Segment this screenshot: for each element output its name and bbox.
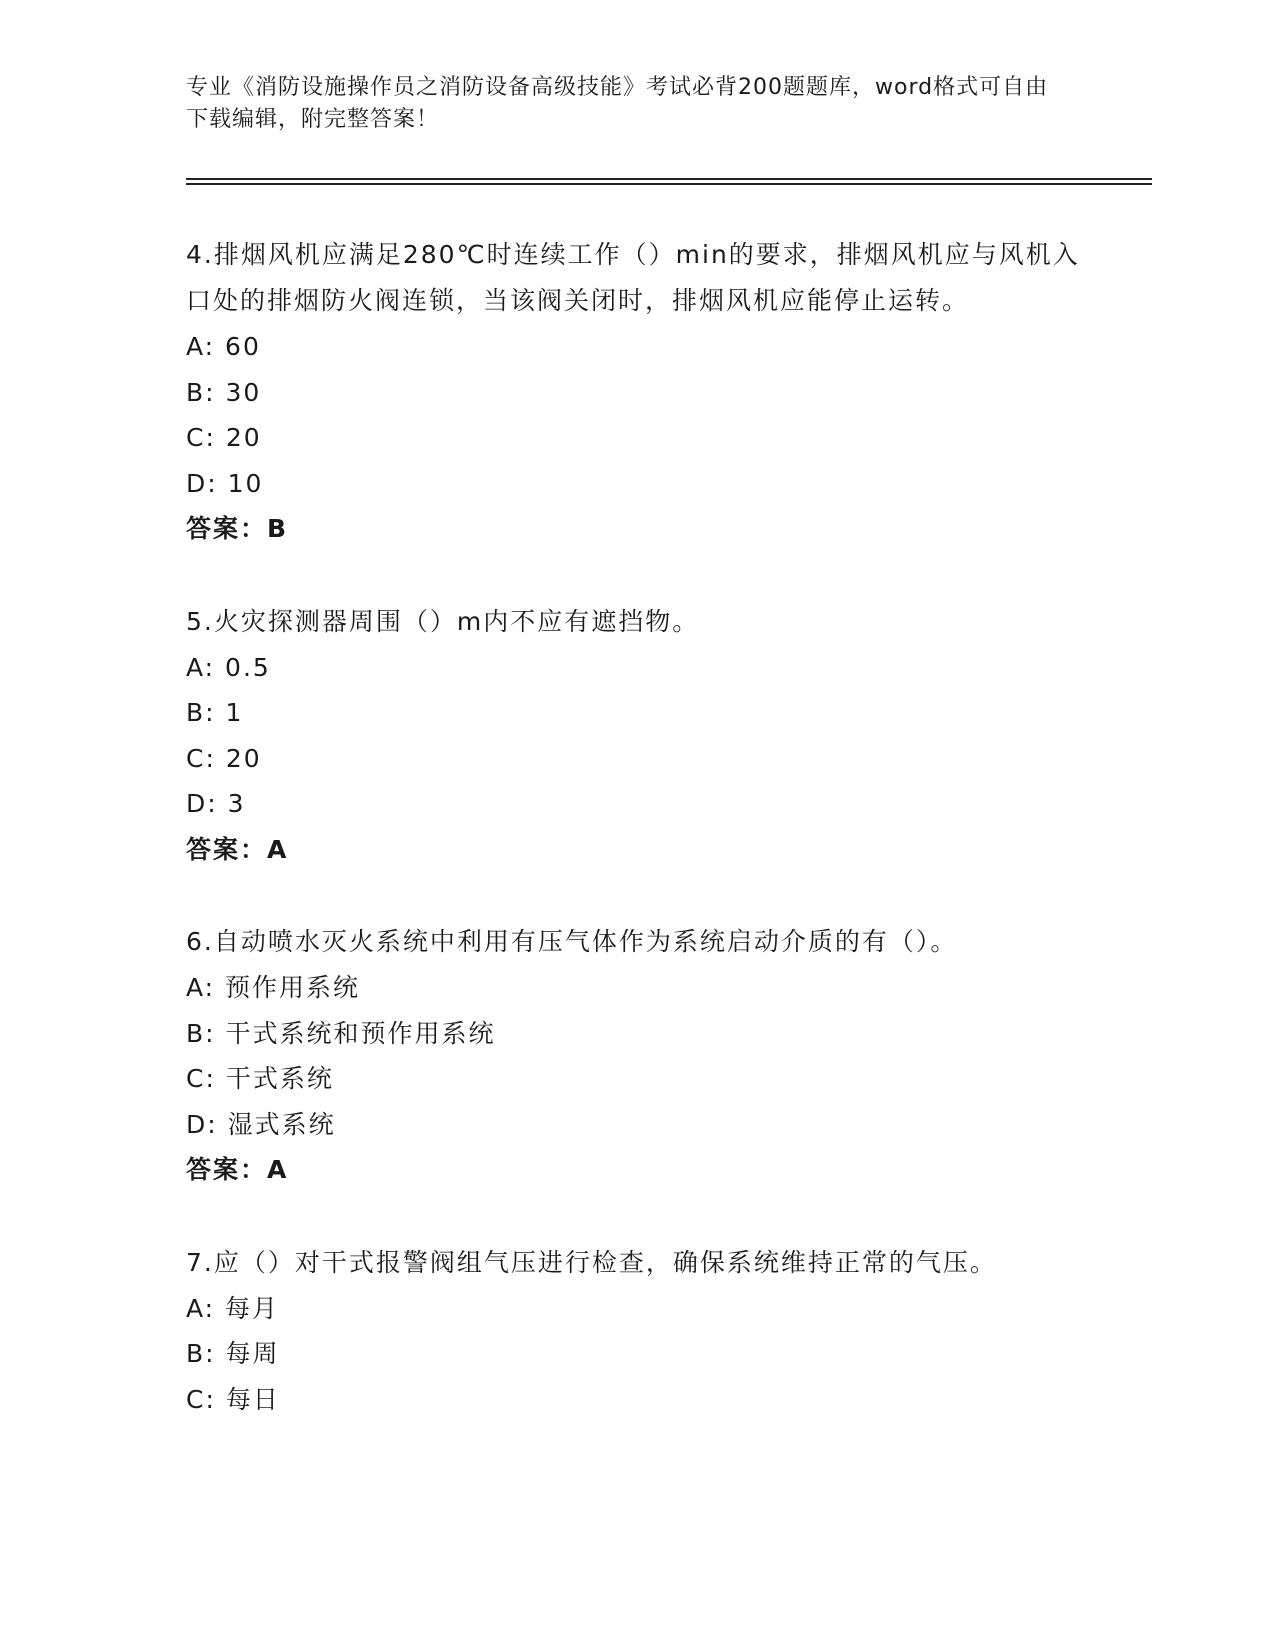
document-header: 专业《消防设施操作员之消防设备高级技能》考试必背200题题库，word格式可自由下载编辑，附完整答案！ — [186, 75, 1049, 132]
header-divider-top — [186, 178, 1152, 180]
question-text: 6.自动喷水灭火系统中利用有压气体作为系统启动介质的有（）。 — [186, 927, 958, 956]
option-b: B: 每周 — [186, 1339, 280, 1368]
option-c: C: 20 — [186, 743, 262, 773]
option-c: C: 干式系统 — [186, 1064, 334, 1093]
question-text: 5.火灾探测器周围（）m内不应有遮挡物。 — [186, 606, 700, 636]
question-item — [186, 599, 1086, 873]
option-c: C: 20 — [186, 423, 262, 452]
question-text: 4.排烟风机应满足280℃时连续工作（）min的要求，排烟风机应与风机入口处的排烟防火阀连锁，当该阀关闭时，排烟风机应能停止运转。 — [186, 240, 1080, 315]
option-b: B: 1 — [186, 698, 244, 727]
option-d: D: 10 — [186, 468, 264, 498]
header-divider-bottom — [186, 183, 1152, 185]
question-item — [186, 232, 1086, 552]
option-a: A: 60 — [186, 332, 261, 361]
answer-line: 答案：A — [186, 1155, 289, 1184]
option-c: C: 每日 — [186, 1384, 280, 1414]
option-d: D: 湿式系统 — [186, 1109, 336, 1139]
question-text: 7.应（）对干式报警阀组气压进行检查，确保系统维持正常的气压。 — [186, 1247, 997, 1277]
option-a: A: 0.5 — [186, 652, 271, 682]
answer-line: 答案：B — [186, 514, 289, 543]
option-a: A: 预作用系统 — [186, 973, 361, 1002]
option-d: D: 3 — [186, 789, 246, 818]
answer-line: 答案：A — [186, 834, 289, 864]
question-item — [186, 1240, 1086, 1423]
question-item — [186, 919, 1086, 1193]
option-a: A: 每月 — [186, 1293, 280, 1323]
question-list — [186, 232, 1086, 1469]
option-b: B: 30 — [186, 377, 262, 407]
option-b: B: 干式系统和预作用系统 — [186, 1018, 496, 1048]
